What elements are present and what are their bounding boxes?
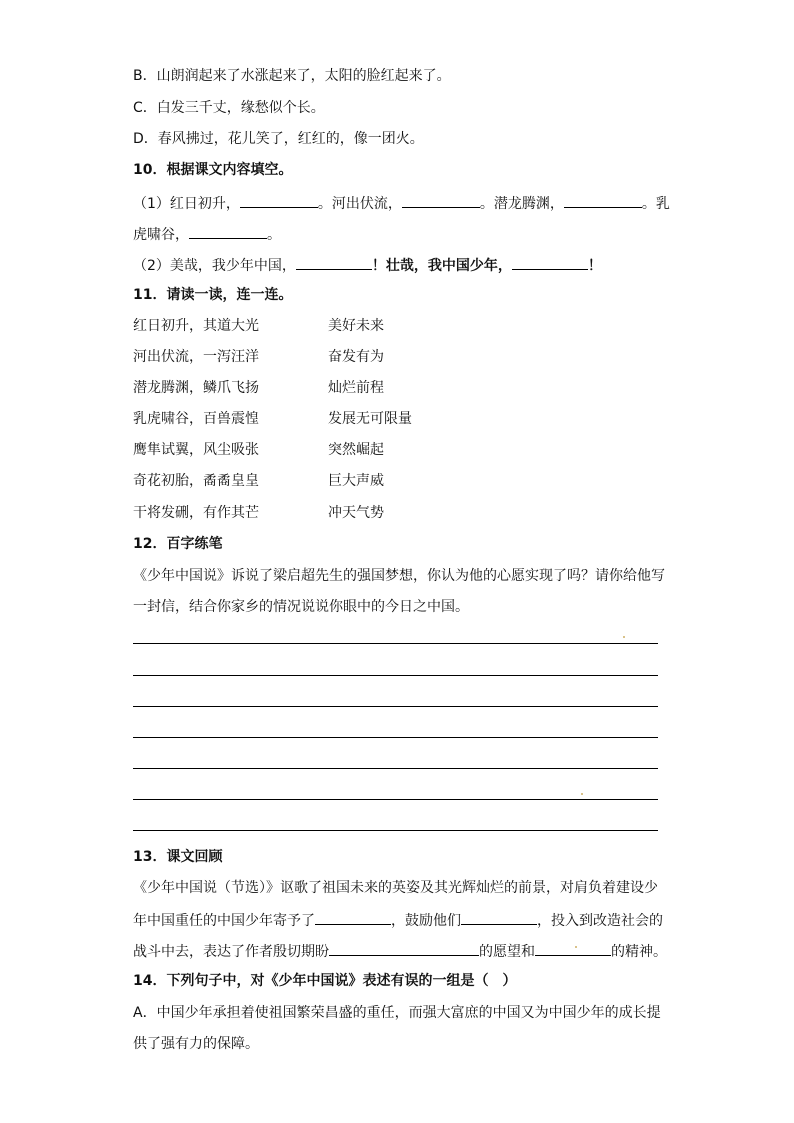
q9-option-c: C．白发三千丈，缘愁似个长。 — [133, 100, 325, 116]
q11-right-item-3: 灿烂前程 — [328, 380, 384, 396]
q11-left-item-5: 鹰隼试翼，风尘吸张 — [133, 442, 259, 458]
q11-right-item-4: 发展无可限量 — [328, 411, 412, 427]
q13-l2-text-a: 年中国重任的中国少年寄予了 — [133, 913, 315, 929]
q10-p1-text-f: 。 — [267, 227, 281, 243]
q11-left-item-2: 河出伏流，一泻汪洋 — [133, 349, 259, 365]
writing-line-6[interactable] — [133, 799, 658, 800]
writing-line-2[interactable] — [133, 675, 658, 676]
q10-blank-5[interactable] — [296, 255, 372, 270]
writing-line-1[interactable] — [133, 643, 658, 644]
q10-blank-3[interactable] — [564, 193, 642, 208]
q10-blank-1[interactable] — [240, 193, 318, 208]
scan-dot — [575, 946, 577, 948]
q14-option-a-line1: A．中国少年承担着使祖国繁荣昌盛的重任，而强大富庶的中国又为中国少年的成长提 — [133, 1005, 661, 1021]
q10-blank-2[interactable] — [402, 193, 480, 208]
q13-l3-text-a: 战斗中去，表达了作者殷切期盼 — [133, 944, 329, 960]
writing-line-5[interactable] — [133, 768, 658, 769]
q10-p2-text-b: ！壮哉，我中国少年， — [371, 258, 512, 274]
q10-part1-line1 — [133, 193, 670, 213]
q13-blank-2[interactable] — [461, 910, 537, 925]
q11-left-item-7: 干将发硎，有作其芒 — [133, 505, 259, 521]
q13-title: 13．课文回顾 — [133, 849, 223, 865]
q10-blank-6[interactable] — [512, 255, 588, 270]
q10-part2 — [133, 255, 602, 275]
writing-line-3[interactable] — [133, 706, 658, 707]
q13-blank-1[interactable] — [315, 910, 391, 925]
writing-line-4[interactable] — [133, 737, 658, 738]
q14-title: 14．下列句子中，对《少年中国说》表述有误的一组是（ ） — [133, 973, 517, 989]
q11-left-item-6: 奇花初胎，矞矞皇皇 — [133, 473, 259, 489]
q13-line1: 《少年中国说（节选）》讴歌了祖国未来的英姿及其光辉灿烂的前景，对肩负着建设少 — [133, 880, 658, 896]
q13-blank-3[interactable] — [329, 941, 479, 956]
q11-left-item-3: 潜龙腾渊，鳞爪飞扬 — [133, 380, 259, 396]
q10-p1-text-a: （1）红日初升， — [133, 196, 240, 212]
q10-title: 10．根据课文内容填空。 — [133, 162, 293, 178]
q13-line3 — [133, 941, 667, 961]
q10-p1-text-e: 虎啸谷， — [133, 227, 189, 243]
q11-title: 11．请读一读，连一连。 — [133, 287, 293, 303]
scan-dot — [623, 636, 625, 638]
q10-p1-text-b: 。河出伏流， — [317, 196, 402, 212]
q11-right-item-5: 突然崛起 — [328, 442, 384, 458]
q11-right-item-7: 冲天气势 — [328, 505, 384, 521]
q10-p2-text-c: ！ — [587, 258, 602, 274]
q11-right-item-1: 美好未来 — [328, 318, 384, 334]
q10-p1-text-d: 。乳 — [641, 196, 670, 212]
q13-line2 — [133, 910, 663, 930]
q10-blank-4[interactable] — [189, 224, 267, 239]
q10-p1-text-c: 。潜龙腾渊， — [479, 196, 564, 212]
q9-option-d: D．春风拂过，花儿笑了，红红的，像一团火。 — [133, 131, 424, 147]
q14-option-a-line2: 供了强有力的保障。 — [133, 1036, 259, 1052]
q10-part1-line2 — [133, 224, 281, 244]
q13-l2-text-c: ，投入到改造社会的 — [537, 913, 663, 929]
q13-l3-text-c: 的精神。 — [611, 944, 667, 960]
q11-right-item-6: 巨大声威 — [328, 473, 384, 489]
q13-blank-4[interactable] — [535, 941, 611, 956]
q10-p2-text-a: （2）美哉，我少年中国， — [133, 258, 296, 274]
q9-option-b: B．山朗润起来了水涨起来了，太阳的脸红起来了。 — [133, 68, 451, 84]
q12-title: 12．百字练笔 — [133, 536, 223, 552]
writing-line-7[interactable] — [133, 830, 658, 831]
q12-body-line1: 《少年中国说》诉说了梁启超先生的强国梦想，你认为他的心愿实现了吗？请你给他写 — [133, 568, 665, 584]
q11-left-item-4: 乳虎啸谷，百兽震惶 — [133, 411, 259, 427]
q13-l2-text-b: ，鼓励他们 — [391, 913, 461, 929]
q12-body-line2: 一封信，结合你家乡的情况说说你眼中的今日之中国。 — [133, 599, 469, 615]
q11-right-item-2: 奋发有为 — [328, 349, 384, 365]
scan-dot — [581, 793, 583, 795]
q11-left-item-1: 红日初升，其道大光 — [133, 318, 259, 334]
q13-l3-text-b: 的愿望和 — [479, 944, 535, 960]
